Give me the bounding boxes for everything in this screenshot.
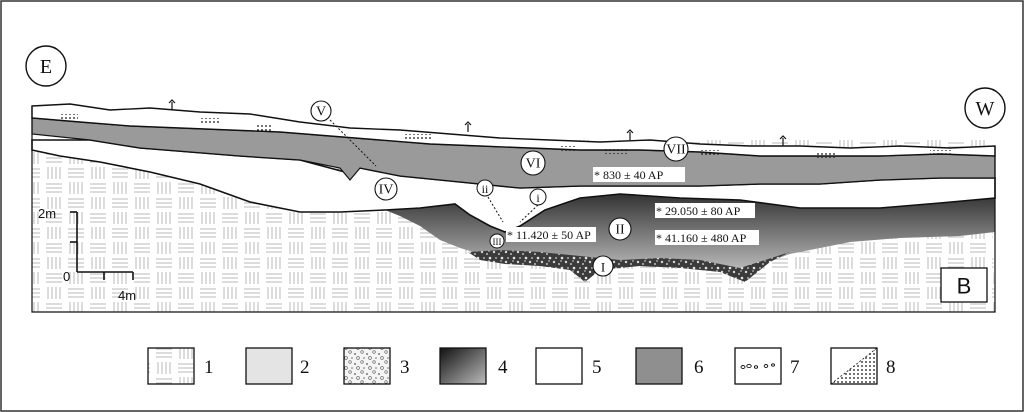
svg-text:II: II <box>615 222 625 238</box>
svg-text:i: i <box>536 191 540 205</box>
svg-text:VII: VII <box>666 142 686 158</box>
date-830: * 830 ± 40 AP <box>594 168 664 182</box>
scale-2m: 2m <box>38 206 57 221</box>
svg-text:1: 1 <box>204 357 214 378</box>
svg-text:2: 2 <box>300 357 310 378</box>
scale-4m: 4m <box>118 288 137 303</box>
svg-text:VI: VI <box>525 156 541 172</box>
svg-text:4: 4 <box>498 357 508 378</box>
svg-text:ii: ii <box>481 182 489 196</box>
svg-text:I: I <box>600 259 606 275</box>
scale-0: 0 <box>63 269 71 284</box>
unit-label-vii <box>664 137 688 161</box>
subunit-label-i <box>530 189 546 205</box>
unit-label-i <box>593 256 613 276</box>
date-41160: * 41.160 ± 480 AP <box>656 231 747 245</box>
svg-text:V: V <box>315 104 327 120</box>
unit-label-iv <box>375 178 397 200</box>
unit-label-v <box>311 101 331 121</box>
date-29050: * 29.050 ± 80 AP <box>656 204 741 218</box>
unit-label-vi <box>521 151 545 175</box>
svg-text:5: 5 <box>592 357 602 378</box>
svg-text:3: 3 <box>400 357 410 378</box>
svg-text:6: 6 <box>694 357 704 378</box>
subunit-label-ii <box>477 180 493 196</box>
west-marker <box>965 88 1005 128</box>
svg-text:III: III <box>492 237 502 247</box>
svg-text:8: 8 <box>886 357 896 378</box>
svg-text:B: B <box>956 273 972 299</box>
svg-text:IV: IV <box>378 182 394 198</box>
east-label: E <box>39 56 53 78</box>
east-marker <box>26 46 66 86</box>
svg-text:7: 7 <box>790 357 800 378</box>
unit-label-ii <box>609 218 631 240</box>
panel-label <box>941 268 987 302</box>
date-11420: * 11.420 ± 50 AP <box>507 228 591 242</box>
unit-label-iii <box>490 234 504 248</box>
west-label: W <box>975 98 995 120</box>
